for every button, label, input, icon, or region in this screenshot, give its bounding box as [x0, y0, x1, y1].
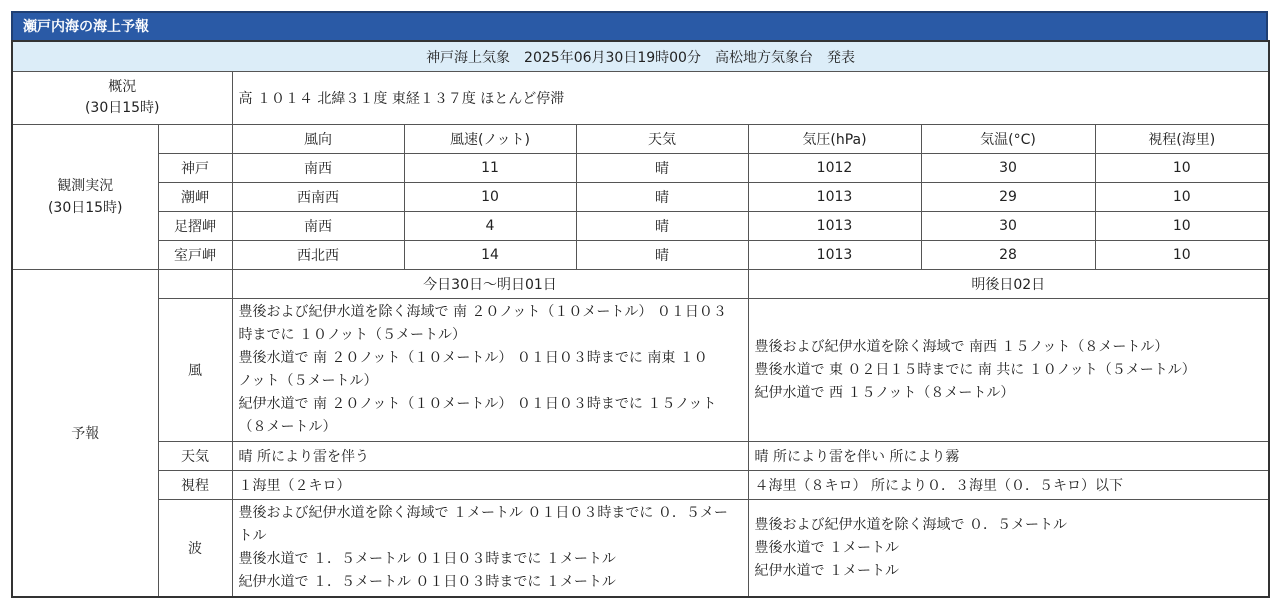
table-row [12, 212, 1269, 241]
forecast-label: 予報 [12, 270, 158, 598]
temperature-cell: 28 [921, 241, 1095, 270]
overview-text: 高 １０１４ 北緯３１度 東経１３７度 ほとんど停滞 [232, 72, 1269, 125]
station-name: 神戸 [158, 154, 232, 183]
weather-forecast-period1: 晴 所により雷を伴う [232, 442, 748, 471]
temperature-cell: 29 [921, 183, 1095, 212]
weather-cell: 晴 [576, 241, 748, 270]
wind-speed-cell: 4 [404, 212, 576, 241]
visibility-cell: 10 [1095, 154, 1269, 183]
wind-speed-cell: 10 [404, 183, 576, 212]
period-day-after: 明後日02日 [748, 270, 1269, 299]
forecast-table [11, 40, 1270, 598]
temperature-cell: 30 [921, 212, 1095, 241]
pressure-cell: 1012 [748, 154, 921, 183]
table-row [12, 183, 1269, 212]
temperature-cell: 30 [921, 154, 1095, 183]
table-row [12, 154, 1269, 183]
wind-forecast-period1: 豊後および紀伊水道を除く海域で 南 ２０ノット（１０メートル） ０１日０３ 時までに １０ノット（５メートル） 豊後水道で 南 ２０ノット（１０メートル） ０１日０３時までに 南東 １０ ノット（５メートル） 紀伊水道で 南 ２０ノット（１０メートル） ０１日０３時までに １５ノット （８メートル） [232, 299, 748, 442]
station-name: 室戸岬 [158, 241, 232, 270]
wind-dir-cell: 西北西 [232, 241, 404, 270]
weather-forecast-period2: 晴 所により雷を伴い 所により霧 [748, 442, 1269, 471]
wind-speed-cell: 11 [404, 154, 576, 183]
forecast-visibility-label: 視程 [158, 471, 232, 500]
table-row [12, 241, 1269, 270]
col-header-wind-speed: 風速(ノット) [404, 125, 576, 154]
waves-forecast-period1: 豊後および紀伊水道を除く海域で １メートル ０１日０３時までに ０．５メー トル 豊後水道で １．５メートル ０１日０３時までに １メートル 紀伊水道で １．５メートル ０１日０３時までに １メートル [232, 500, 748, 598]
col-header-pressure: 気圧(hPa) [748, 125, 921, 154]
visibility-cell: 10 [1095, 183, 1269, 212]
weather-cell: 晴 [576, 183, 748, 212]
observations-corner [158, 125, 232, 154]
weather-cell: 晴 [576, 154, 748, 183]
pressure-cell: 1013 [748, 241, 921, 270]
wind-dir-cell: 西南西 [232, 183, 404, 212]
weather-cell: 晴 [576, 212, 748, 241]
period-today-tomorrow: 今日30日～明日01日 [232, 270, 748, 299]
forecast-wind-label: 風 [158, 299, 232, 442]
visibility-forecast-period1: １海里（２キロ） [232, 471, 748, 500]
visibility-cell: 10 [1095, 212, 1269, 241]
waves-forecast-period2: 豊後および紀伊水道を除く海域で ０．５メートル 豊後水道で １メートル 紀伊水道で １メートル [748, 500, 1269, 598]
wind-dir-cell: 南西 [232, 154, 404, 183]
col-header-visibility: 視程(海里) [1095, 125, 1269, 154]
panel-title: 瀬戸内海の海上予報 [11, 11, 1268, 40]
col-header-weather: 天気 [576, 125, 748, 154]
wind-speed-cell: 14 [404, 241, 576, 270]
station-name: 足摺岬 [158, 212, 232, 241]
pressure-cell: 1013 [748, 212, 921, 241]
visibility-cell: 10 [1095, 241, 1269, 270]
forecast-waves-label: 波 [158, 500, 232, 598]
marine-forecast-panel [11, 11, 1268, 598]
overview-label: 概況 (30日15時) [12, 72, 232, 125]
pressure-cell: 1013 [748, 183, 921, 212]
wind-dir-cell: 南西 [232, 212, 404, 241]
col-header-wind-dir: 風向 [232, 125, 404, 154]
visibility-forecast-period2: ４海里（８キロ） 所により０．３海里（０．５キロ）以下 [748, 471, 1269, 500]
observations-label: 観測実況 (30日15時) [12, 125, 158, 270]
issue-info: 神戸海上気象 2025年06月30日19時00分 高松地方気象台 発表 [12, 41, 1269, 72]
col-header-temperature: 気温(°C) [921, 125, 1095, 154]
forecast-weather-label: 天気 [158, 442, 232, 471]
station-name: 潮岬 [158, 183, 232, 212]
wind-forecast-period2: 豊後および紀伊水道を除く海域で 南西 １５ノット（８メートル） 豊後水道で 東 ０２日１５時までに 南 共に １０ノット（５メートル） 紀伊水道で 西 １５ノット（８メートル） [748, 299, 1269, 442]
forecast-corner [158, 270, 232, 299]
